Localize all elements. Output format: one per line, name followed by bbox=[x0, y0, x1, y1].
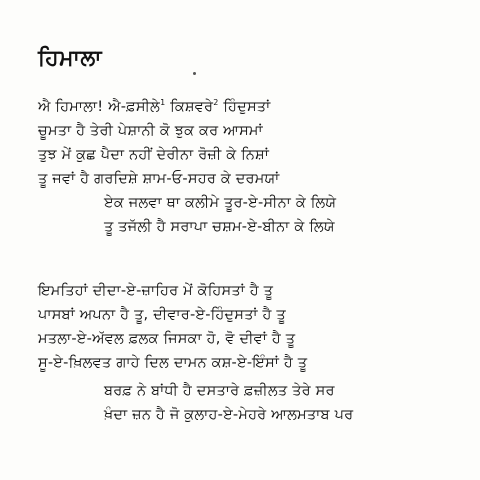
verse-line: ਖ਼ੰਦਾ ਜ਼ਨ ਹੈ ਜੋ ਕੁਲਾਹ-ਏ-ਮੇਹਰੇ ਆਲਮਤਾਬ ਪਰ bbox=[104, 407, 354, 423]
verse-line: ਤੂ ਤਜੱਲੀ ਹੈ ਸਰਾਪਾ ਚਸ਼ਮ-ਏ-ਬੀਨਾ ਕੇ ਲਿਯੇ bbox=[104, 219, 335, 235]
verse-line: ਤੁਝ ਮੇਂ ਕੁਛ ਪੈਦਾ ਨਹੀਂ ਦੇਰੀਨਾ ਰੋਜ਼ੀ ਕੇ ਨਿਸ਼ਾਂ bbox=[38, 147, 269, 163]
verse-line: ਏਕ ਜਲਵਾ ਥਾ ਕਲੀਮੇ ਤੂਰ-ਏ-ਸੀਨਾ ਕੇ ਲਿਯੇ bbox=[104, 195, 337, 211]
footnote-marker: 1 bbox=[160, 98, 166, 108]
verse-line: ਬਰਫ਼ ਨੇ ਬਾਂਧੀ ਹੈ ਦਸਤਾਰੇ ਫ਼ਜ਼ੀਲਤ ਤੇਰੇ ਸਰ bbox=[104, 383, 335, 399]
verse-text: ਕਿਸ਼ਵਰੇ bbox=[165, 99, 214, 115]
verse-line: ਇਮਤਿਹਾਂ ਦੀਦਾ-ਏ-ਜ਼ਾਹਿਰ ਮੇਂ ਕੋਹਿਸਤਾਂ ਹੈ ਤੂ bbox=[38, 283, 274, 299]
ink-speck bbox=[193, 72, 196, 75]
footnote-marker: 2 bbox=[213, 98, 219, 108]
verse-line: ਸੂ-ਏ-ਖ਼ਿਲਵਤ ਗਾਹੇ ਦਿਲ ਦਾਮਨ ਕਸ਼-ਏ-ਇੰਸਾਂ ਹੈ ਤੂ bbox=[38, 355, 308, 371]
verse-text: ਐ ਹਿਮਾਲਾ! ਐ-ਫ਼ਸੀਲੇ bbox=[38, 99, 161, 115]
verse-line: ਤੂ ਜਵਾਂ ਹੈ ਗਰਦਿਸ਼ੇ ਸ਼ਾਮ-ਓ-ਸਹਰ ਕੇ ਦਰਮਯਾਂ bbox=[38, 171, 280, 187]
verse-line: ਚੂਮਤਾ ਹੈ ਤੇਰੀ ਪੇਸ਼ਾਨੀ ਕੋ ਝੁਕ ਕਰ ਆਸਮਾਂ bbox=[38, 123, 263, 139]
verse-line: ਪਾਸਬਾਂ ਅਪਨਾ ਹੈ ਤੂ, ਦੀਵਾਰ-ਏ-ਹਿੰਦੁਸਤਾਂ ਹੈ ਤੂ bbox=[38, 307, 286, 323]
verse-text: ਹਿੰਦੁਸਤਾਂ bbox=[218, 99, 271, 115]
verse-line: ਮਤਲਾ-ਏ-ਅੱਵਲ ਫ਼ਲਕ ਜਿਸਕਾ ਹੋ, ਵੋ ਦੀਵਾਂ ਹੈ ਤੂ bbox=[38, 331, 296, 347]
poem-title: ਹਿਮਾਲਾ bbox=[38, 46, 103, 71]
verse-line bbox=[38, 98, 270, 116]
